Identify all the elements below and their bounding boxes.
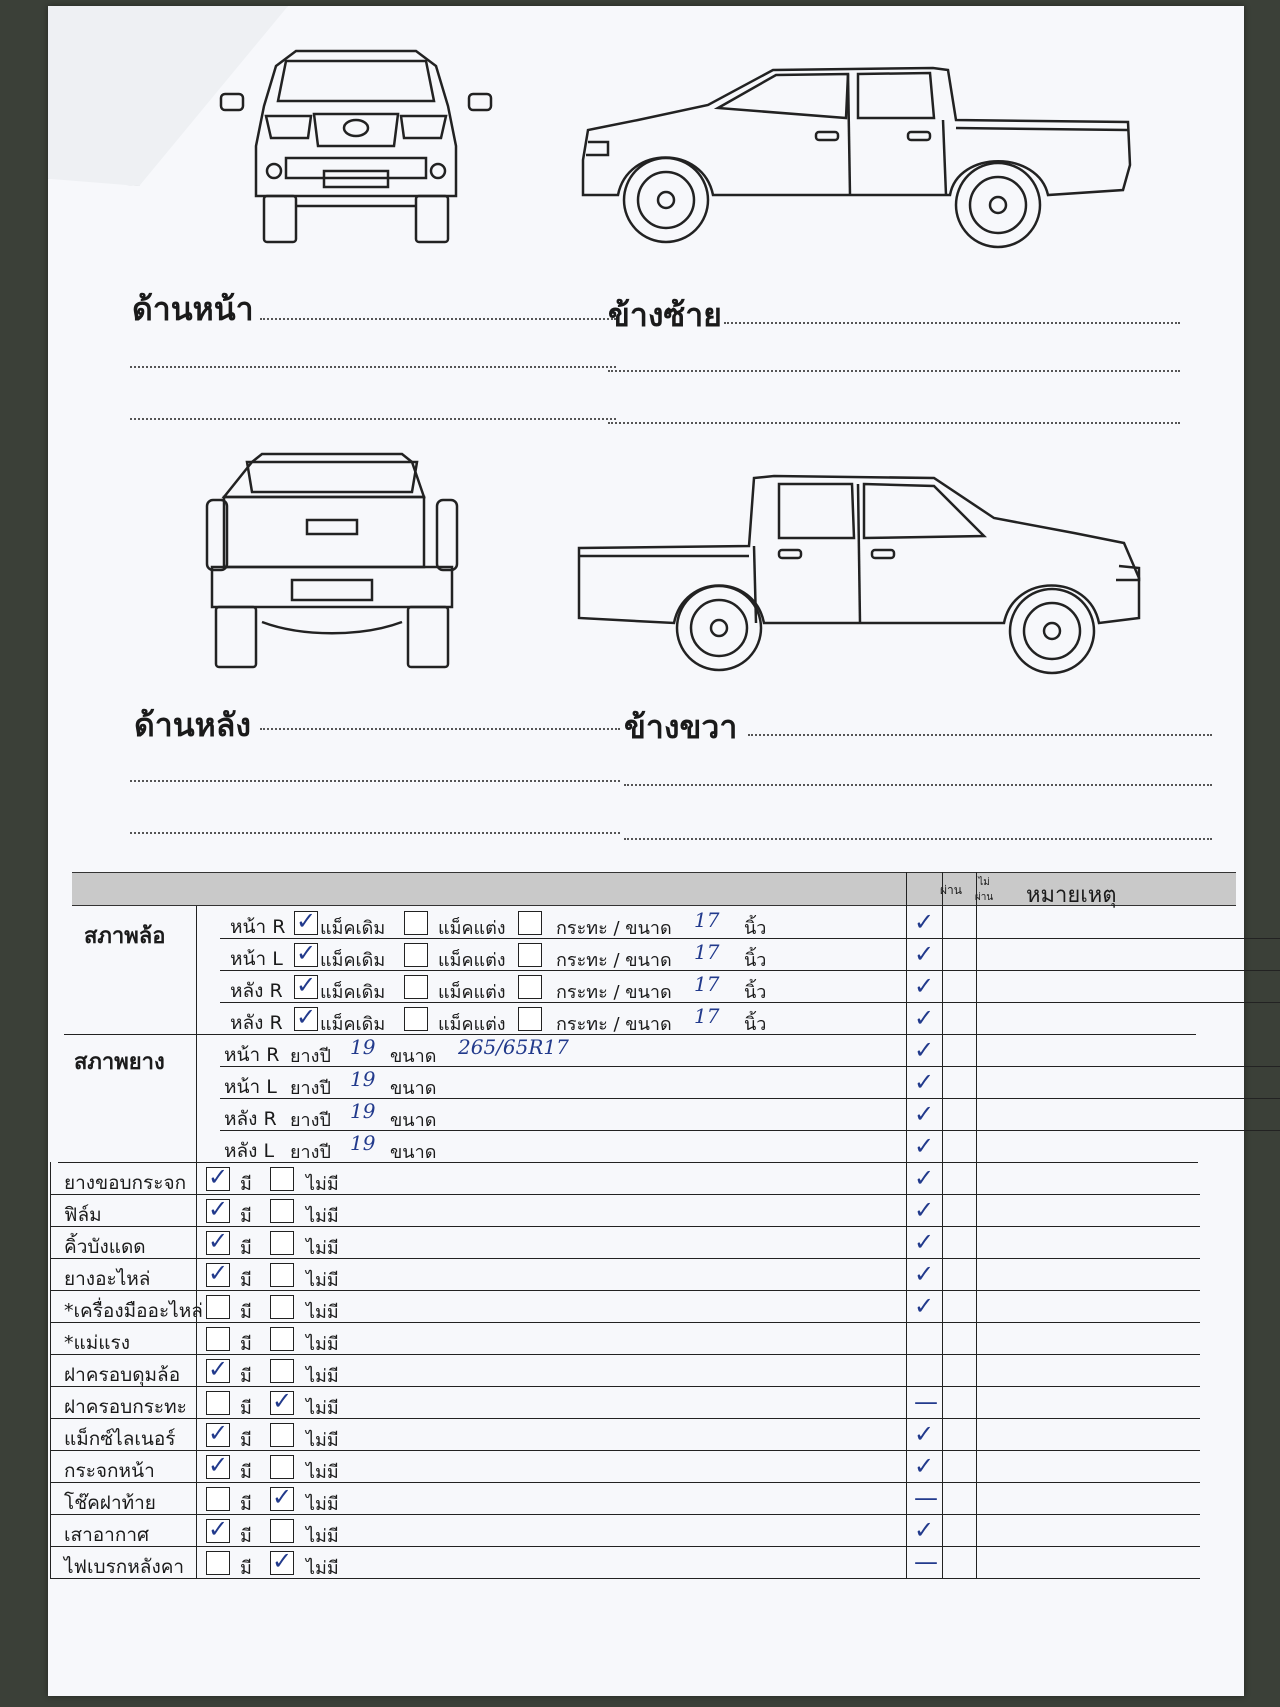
have-label: มี — [240, 1462, 252, 1483]
tire-year-label: ยางปี — [290, 1046, 331, 1067]
tire-position: หลัง R — [224, 1108, 277, 1130]
have-tick: ✓ — [208, 1515, 229, 1543]
table-row — [220, 938, 1280, 939]
not-have-tick: ✓ — [272, 1547, 293, 1575]
front-line-2[interactable] — [130, 366, 616, 368]
not-have-checkbox[interactable] — [270, 1519, 294, 1543]
not-have-label: ไม่มี — [306, 1302, 339, 1323]
have-tick: ✓ — [208, 1451, 229, 1479]
mag-original-tick: ✓ — [296, 971, 317, 999]
tire-pass-tick: ✓ — [914, 1036, 935, 1064]
inch-label: นิ้ว — [744, 918, 767, 939]
wheel-size-value[interactable]: 17 — [694, 972, 720, 996]
have-label: มี — [240, 1206, 252, 1227]
have-label: มี — [240, 1270, 252, 1291]
have-checkbox[interactable] — [206, 1295, 230, 1319]
have-tick: ✓ — [208, 1355, 229, 1383]
mag-custom-label: แม็คแต่ง — [438, 1014, 506, 1035]
wheel-pass-tick: ✓ — [914, 940, 935, 968]
mag-custom-checkbox[interactable] — [404, 1007, 428, 1031]
wheel-size-value[interactable]: 17 — [694, 940, 720, 964]
mag-custom-checkbox[interactable] — [404, 911, 428, 935]
truck-right-drawing — [574, 468, 1154, 688]
have-label: มี — [240, 1238, 252, 1259]
mag-custom-label: แม็คแต่ง — [438, 950, 506, 971]
item-pass-tick: ✓ — [914, 1292, 935, 1320]
have-label: มี — [240, 1302, 252, 1323]
not-have-label: ไม่มี — [306, 1398, 339, 1419]
not-have-checkbox[interactable] — [270, 1455, 294, 1479]
item-label: คิ้วบังแดด — [64, 1236, 146, 1258]
not-have-label: ไม่มี — [306, 1462, 339, 1483]
table-row — [58, 1162, 1198, 1163]
mag-custom-checkbox[interactable] — [404, 943, 428, 967]
wheel-size-value[interactable]: 17 — [694, 1004, 720, 1028]
have-tick: ✓ — [208, 1227, 229, 1255]
wheel-size-label: กระทะ / ขนาด — [556, 982, 672, 1003]
inch-label: นิ้ว — [744, 1014, 767, 1035]
mag-original-label: แม็คเดิม — [320, 982, 386, 1003]
mag-original-label: แม็คเดิม — [320, 1014, 386, 1035]
have-tick: ✓ — [208, 1163, 229, 1191]
item-pass-tick: ✓ — [914, 1164, 935, 1192]
not-have-label: ไม่มี — [306, 1558, 339, 1579]
col-divider-left — [50, 1162, 51, 1578]
left-line-2[interactable] — [608, 370, 1180, 372]
mag-original-tick: ✓ — [296, 1003, 317, 1031]
not-have-label: ไม่มี — [306, 1430, 339, 1451]
item-label: ฝาครอบดุมล้อ — [64, 1364, 181, 1386]
tire-group-label: สภาพยาง — [74, 1050, 165, 1075]
mag-original-tick: ✓ — [296, 907, 317, 935]
table-row — [50, 1322, 1200, 1323]
table-row — [50, 1578, 1200, 1579]
tire-size-label: ขนาด — [390, 1110, 437, 1131]
not-have-checkbox[interactable] — [270, 1423, 294, 1447]
wheel-position: หน้า L — [230, 948, 283, 970]
have-checkbox[interactable] — [206, 1487, 230, 1511]
right-line-1[interactable] — [748, 734, 1212, 736]
not-have-label: ไม่มี — [306, 1238, 339, 1259]
front-line-3[interactable] — [130, 418, 616, 420]
have-checkbox[interactable] — [206, 1391, 230, 1415]
tire-size-label: ขนาด — [390, 1142, 437, 1163]
item-pass-tick: — — [914, 1388, 938, 1416]
table-row — [64, 1034, 1196, 1035]
right-line-3[interactable] — [624, 838, 1212, 840]
not-have-label: ไม่มี — [306, 1366, 339, 1387]
left-title: ข้างซ้าย — [608, 296, 722, 334]
tire-year-value[interactable]: 19 — [350, 1067, 376, 1091]
inch-label: นิ้ว — [744, 982, 767, 1003]
have-label: มี — [240, 1334, 252, 1355]
mag-custom-label: แม็คแต่ง — [438, 982, 506, 1003]
item-pass-tick: ✓ — [914, 1420, 935, 1448]
truck-left-drawing — [578, 60, 1138, 260]
rear-line-1[interactable] — [260, 728, 620, 730]
tire-year-label: ยางปี — [290, 1078, 331, 1099]
tire-year-label: ยางปี — [290, 1110, 331, 1131]
rear-line-3[interactable] — [130, 832, 620, 834]
table-row — [50, 1386, 1200, 1387]
header-fail: ไม่ผ่าน — [974, 877, 994, 903]
right-line-2[interactable] — [624, 784, 1212, 786]
item-pass-tick: ✓ — [914, 1516, 935, 1544]
wheel-position: หน้า R — [230, 916, 286, 938]
tire-year-value[interactable]: 19 — [350, 1131, 376, 1155]
not-have-label: ไม่มี — [306, 1174, 339, 1195]
have-label: มี — [240, 1398, 252, 1419]
item-pass-tick: — — [914, 1548, 938, 1576]
col-divider-pass — [906, 872, 907, 1578]
not-have-checkbox[interactable] — [270, 1167, 294, 1191]
not-have-label: ไม่มี — [306, 1494, 339, 1515]
have-checkbox[interactable] — [206, 1327, 230, 1351]
tire-size-value[interactable]: 265/65R17 — [458, 1035, 569, 1059]
wheel-pass-tick: ✓ — [914, 908, 935, 936]
item-label: ยางขอบกระจก — [64, 1172, 187, 1194]
col-divider-remark — [976, 872, 977, 1578]
inch-label: นิ้ว — [744, 950, 767, 971]
table-row — [220, 1130, 1280, 1131]
rear-line-2[interactable] — [130, 780, 620, 782]
wheel-size-label: กระทะ / ขนาด — [556, 918, 672, 939]
item-label: แม็กซ์ไลเนอร์ — [64, 1428, 176, 1450]
item-label: กระจกหน้า — [64, 1460, 155, 1482]
tire-position: หน้า L — [224, 1076, 277, 1098]
item-label: ไฟเบรกหลังคา — [64, 1556, 185, 1578]
not-have-checkbox[interactable] — [270, 1359, 294, 1383]
header-pass: ผ่าน — [940, 883, 962, 897]
item-label: ฟิล์ม — [64, 1204, 102, 1226]
item-label: โช๊คฝาท้าย — [64, 1492, 156, 1514]
have-checkbox[interactable] — [206, 1551, 230, 1575]
mag-custom-checkbox-2[interactable] — [518, 1007, 542, 1031]
not-have-tick: ✓ — [272, 1483, 293, 1511]
item-pass-tick: ✓ — [914, 1452, 935, 1480]
mag-original-label: แม็คเดิม — [320, 950, 386, 971]
wheel-size-value[interactable]: 17 — [694, 908, 720, 932]
table-row — [220, 1066, 1280, 1067]
wheel-size-label: กระทะ / ขนาด — [556, 950, 672, 971]
table-row — [50, 1546, 1200, 1547]
have-label: มี — [240, 1526, 252, 1547]
tire-size-label: ขนาด — [390, 1078, 437, 1099]
table-row — [50, 1290, 1200, 1291]
table-row — [220, 1098, 1280, 1099]
wheel-position: หลัง R — [230, 980, 283, 1002]
item-pass-tick: ✓ — [914, 1196, 935, 1224]
rear-title: ด้านหลัง — [134, 706, 251, 744]
wheel-pass-tick: ✓ — [914, 972, 935, 1000]
item-label: ฝาครอบกระทะ — [64, 1396, 187, 1418]
truck-front-drawing — [216, 46, 496, 256]
mag-custom-label: แม็คแต่ง — [438, 918, 506, 939]
tire-pass-tick: ✓ — [914, 1068, 935, 1096]
have-label: มี — [240, 1430, 252, 1451]
wheel-pass-tick: ✓ — [914, 1004, 935, 1032]
have-label: มี — [240, 1366, 252, 1387]
mag-custom-checkbox[interactable] — [404, 975, 428, 999]
not-have-label: ไม่มี — [306, 1206, 339, 1227]
item-label: ยางอะไหล่ — [64, 1268, 151, 1290]
mag-original-label: แม็คเดิม — [320, 918, 386, 939]
left-line-1[interactable] — [724, 322, 1180, 324]
not-have-checkbox[interactable] — [270, 1327, 294, 1351]
have-label: มี — [240, 1494, 252, 1515]
mag-custom-checkbox-2[interactable] — [518, 911, 542, 935]
col-divider-fail — [942, 872, 943, 1578]
tire-position: หน้า R — [224, 1044, 280, 1066]
have-tick: ✓ — [208, 1195, 229, 1223]
item-pass-tick: ✓ — [914, 1228, 935, 1256]
item-pass-tick: — — [914, 1484, 938, 1512]
have-tick: ✓ — [208, 1259, 229, 1287]
wheel-position: หลัง R — [230, 1012, 283, 1034]
tire-size-label: ขนาด — [390, 1046, 437, 1067]
not-have-tick: ✓ — [272, 1387, 293, 1415]
tire-year-value[interactable]: 19 — [350, 1099, 376, 1123]
not-have-label: ไม่มี — [306, 1334, 339, 1355]
wheel-size-label: กระทะ / ขนาด — [556, 1014, 672, 1035]
left-line-3[interactable] — [608, 422, 1180, 424]
tire-pass-tick: ✓ — [914, 1132, 935, 1160]
mag-original-tick: ✓ — [296, 939, 317, 967]
item-pass-tick: ✓ — [914, 1260, 935, 1288]
tire-year-label: ยางปี — [290, 1142, 331, 1163]
front-line-1[interactable] — [260, 318, 616, 320]
col-divider-label — [196, 906, 197, 1578]
not-have-checkbox[interactable] — [270, 1295, 294, 1319]
table-header — [72, 872, 1236, 906]
item-label: *แม่แรง — [64, 1332, 130, 1354]
not-have-checkbox[interactable] — [270, 1231, 294, 1255]
not-have-label: ไม่มี — [306, 1270, 339, 1291]
tire-position: หลัง L — [224, 1140, 275, 1162]
tire-year-value[interactable]: 19 — [350, 1035, 376, 1059]
mag-custom-checkbox-2[interactable] — [518, 975, 542, 999]
not-have-checkbox[interactable] — [270, 1199, 294, 1223]
have-label: มี — [240, 1174, 252, 1195]
not-have-label: ไม่มี — [306, 1526, 339, 1547]
not-have-checkbox[interactable] — [270, 1263, 294, 1287]
table-row — [220, 970, 1280, 971]
mag-custom-checkbox-2[interactable] — [518, 943, 542, 967]
table-row — [50, 1482, 1200, 1483]
header-remark: หมายเหตุ — [1026, 883, 1117, 908]
item-label: เสาอากาศ — [64, 1524, 150, 1546]
tire-pass-tick: ✓ — [914, 1100, 935, 1128]
table-row — [220, 1002, 1280, 1003]
item-label: *เครื่องมืออะไหล่ — [64, 1300, 203, 1322]
have-label: มี — [240, 1558, 252, 1579]
truck-rear-drawing — [202, 452, 462, 672]
have-tick: ✓ — [208, 1419, 229, 1447]
front-title: ด้านหน้า — [132, 290, 254, 328]
right-title: ข้างขวา — [624, 708, 738, 746]
wheel-group-label: สภาพล้อ — [84, 924, 166, 949]
